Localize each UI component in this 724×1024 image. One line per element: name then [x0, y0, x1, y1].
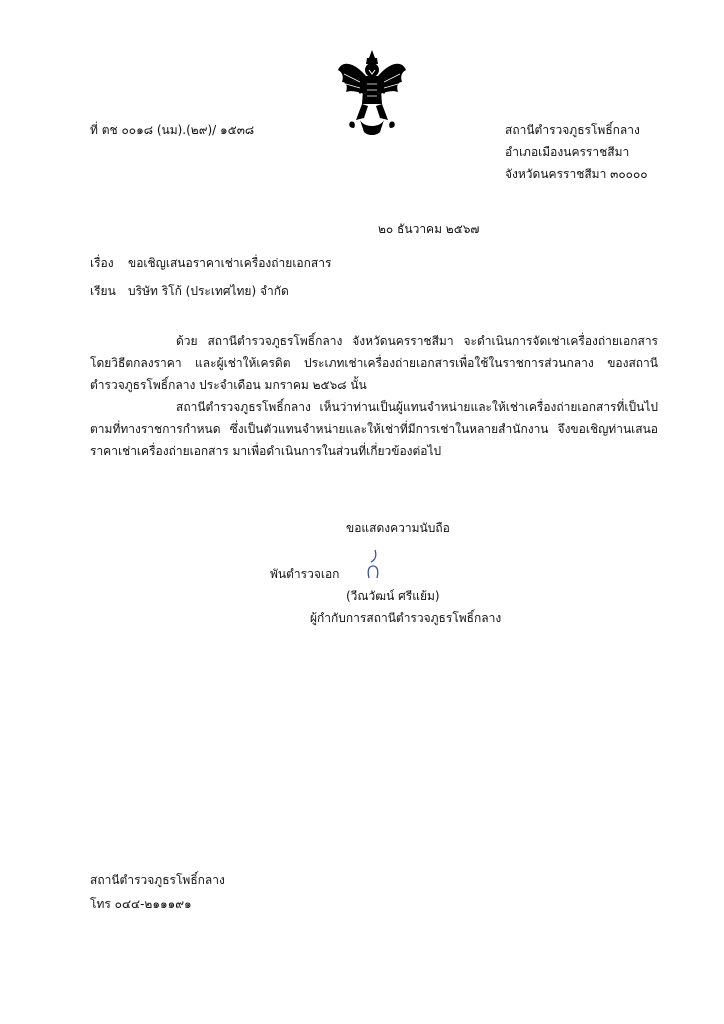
letter-date: ๒๐ ธันวาคม ๒๕๖๗: [378, 222, 480, 236]
org-address-line-2: อำเภอเมืองนครราชสีมา: [505, 145, 630, 159]
garuda-emblem-icon: [336, 48, 408, 138]
org-address-line-1: สถานีตำรวจภูธรโพธิ์กลาง: [505, 123, 640, 137]
footer-phone: โทร ๐๔๔-๒๑๑๑๙๑: [90, 897, 192, 911]
footer-office: สถานีตำรวจภูธรโพธิ์กลาง: [90, 873, 225, 887]
signatory-position: ผู้กำกับการสถานีตำรวจภูธรโพธิ์กลาง: [310, 611, 502, 625]
body-paragraph-2: [90, 396, 658, 462]
closing-salutation: ขอแสดงความนับถือ: [346, 521, 450, 535]
body-paragraph-2-text: สถานีตำรวจภูธรโพธิ์กลาง เห็นว่าท่านเป็นผู้แทนจำหน่ายและให้เช่าเครื่องถ่ายเอกสารที่เป็นไปตามที่ทางราชการกำหนด ซึ่งเป็นตัวแทนจำหน่ายและให้เช่าที่มีการเช่าในหลายสำนักงาน จึงขอเชิญท่านเสนอราคาเช่าเครื่องถ่ายเอกสาร มาเพื่อดำเนินการในส่วนที่เกี่ยวข้องต่อไป: [90, 400, 658, 458]
signature-mark: [363, 548, 383, 584]
signatory-rank: พันตำรวจเอก: [270, 567, 340, 581]
subject-text: ขอเชิญเสนอราคาเช่าเครื่องถ่ายเอกสาร: [128, 256, 332, 270]
reference-number: ที่ ตช ๐๐๑๘ (นม).(๒๙)/ ๑๕๓๘: [90, 123, 255, 137]
body-paragraph-1-text: ด้วย สถานีตำรวจภูธรโพธิ์กลาง จังหวัดนครราชสีมา จะดำเนินการจัดเช่าเครื่องถ่ายเอกสาร โดยวิธีตกลงราคา และผู้เช่าให้เครดิต ประเภทเช่าเครื่องถ่ายเอกสารเพื่อใช้ในราชการส่วนกลาง ของสถานีตำรวจภูธรโพธิ์กลาง ประจำเดือน มกราคม ๒๕๖๘ นั้น: [90, 334, 658, 392]
subject-label: เรื่อง: [90, 256, 114, 270]
org-address-line-3: จังหวัดนครราชสีมา ๓๐๐๐๐: [505, 167, 648, 181]
body-paragraph-1: [90, 330, 658, 396]
signatory-name: (วีณวัฒน์ ศรีแย้ม): [346, 589, 440, 603]
recipient-text: บริษัท ริโก้ (ประเทศไทย) จำกัด: [128, 284, 289, 298]
recipient-label: เรียน: [90, 284, 116, 298]
